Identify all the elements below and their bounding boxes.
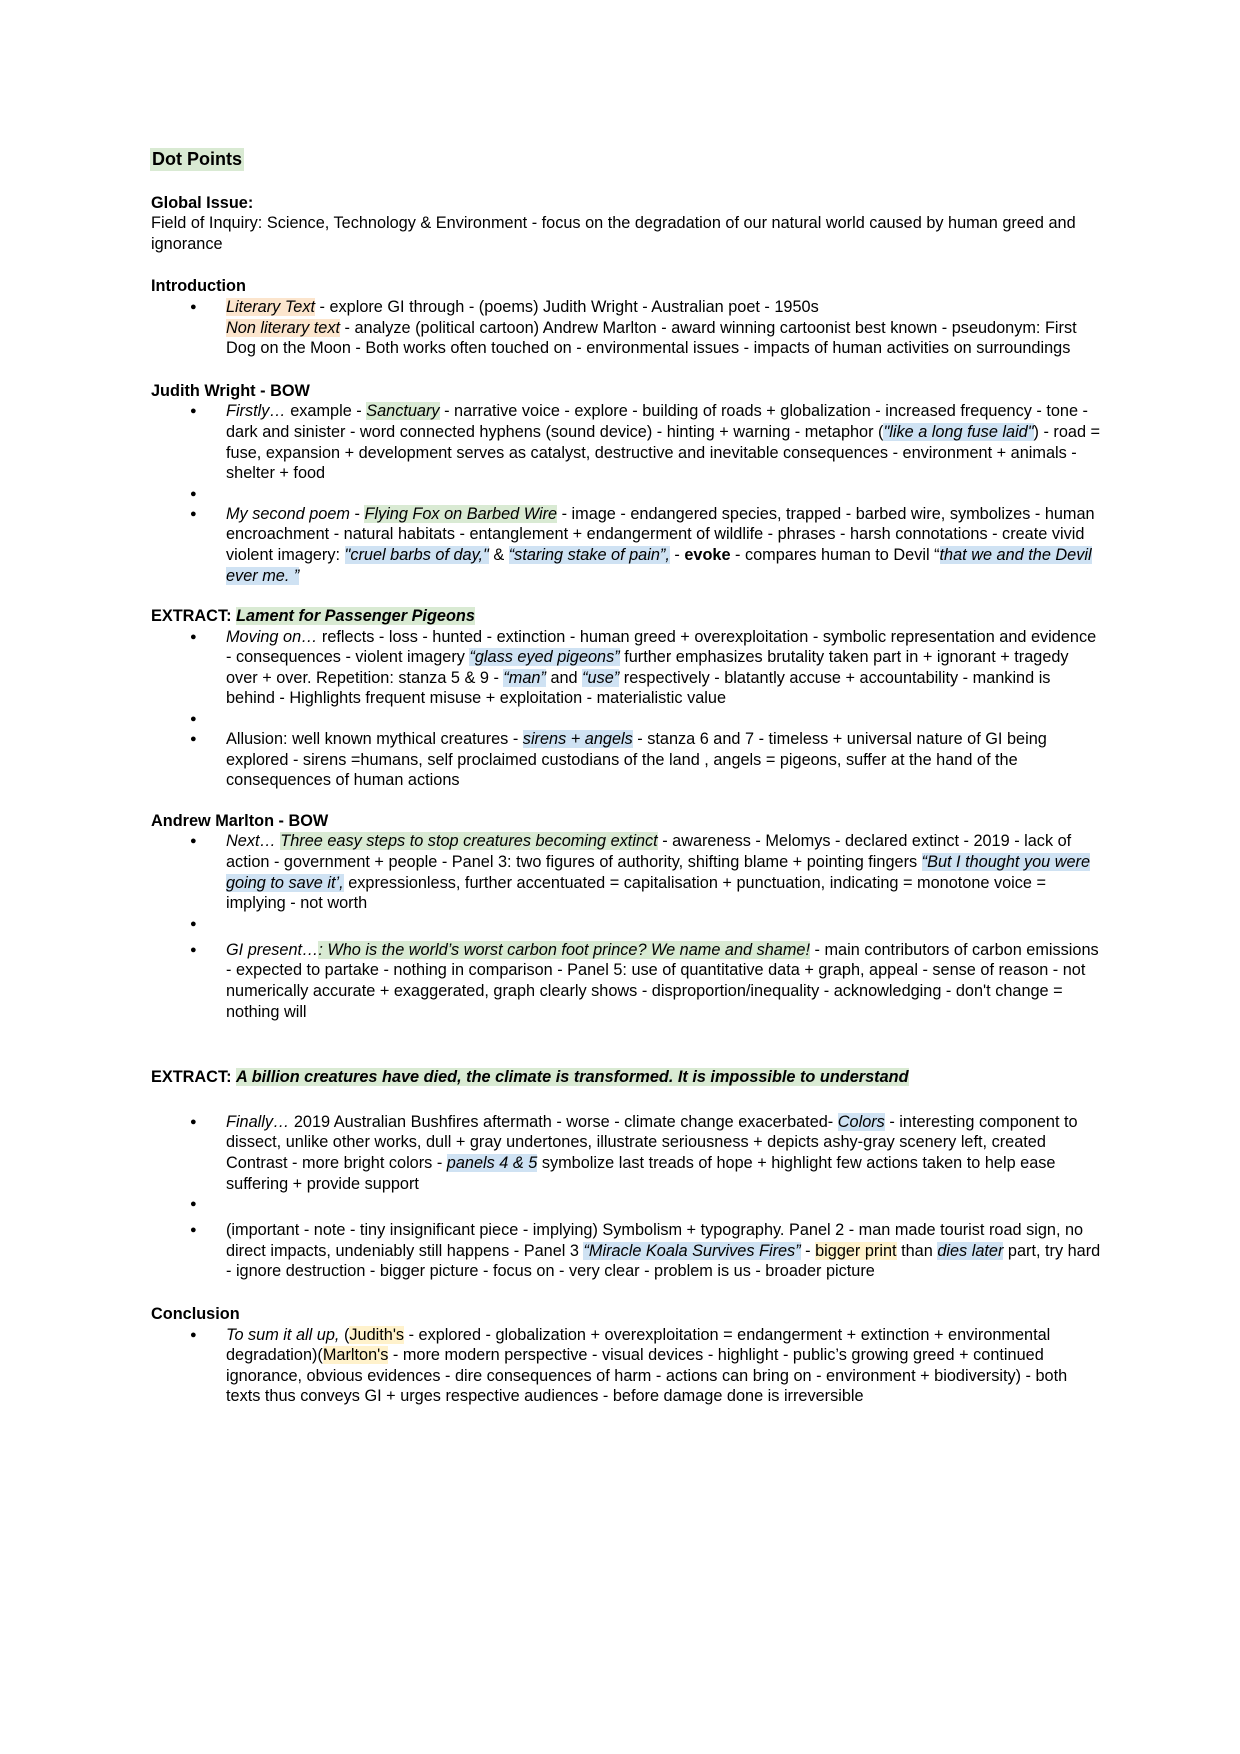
global-issue-text: Field of Inquiry: Science, Technology & Environment - focus on the degradation of our natural world caused by human greed and ignorance: [151, 214, 1076, 253]
text-run: Firstly…: [226, 402, 286, 421]
text-run: further emphasizes brutality taken part in + ignorant + tragedy over + over. Repetition: stanza 5 & 9 -: [226, 648, 1069, 687]
text-run: reflects - loss - hunted - extinction - human greed + overexploitation - symbolic representation and evidence - consequences - violent imagery: [226, 627, 1097, 667]
spacer: [226, 484, 1101, 504]
extract2-heading: [151, 1067, 1101, 1088]
highlight: Marlton's: [322, 1346, 389, 1365]
text-run: - main contributors of carbon emissions - expected to partake - nothing in comparison - Panel 5: use of quantitative data + graph, appeal - sense of reason - not numerically accurate + exaggerated, graph clearly shows - disproportion/inequality - acknowledging - don't change = nothing will: [226, 940, 1099, 1021]
conclusion-section: [151, 1304, 1101, 1407]
extract1-heading: [151, 606, 1101, 627]
introduction-heading: Introduction: [151, 277, 246, 296]
document-page: [151, 148, 1101, 1407]
introduction-section: [151, 276, 1101, 358]
text-run: respectively - blatantly accuse + accountability - mankind is behind - Highlights frequent misuse + exploitation - materialistic value: [226, 668, 1051, 708]
text-run: - interesting component to dissect, unlike other works, dull + gray undertones, illustrate seriousness + depicts ashy-gray scenery left, created Contrast - more bright colors -: [226, 1112, 1078, 1172]
text-run: -: [349, 504, 365, 523]
text-run: &: [488, 545, 509, 564]
cartoon-title: Three easy steps to stop creatures becoming extinct: [280, 832, 658, 851]
highlight: Judith's: [349, 1325, 405, 1344]
text-run: part, try hard - ignore destruction - bigger picture - focus on - very clear - problem is us - broader picture: [226, 1241, 1101, 1281]
list-item: [226, 729, 1101, 791]
wright-heading: Judith Wright - BOW: [151, 381, 310, 400]
extract-label: EXTRACT:: [151, 607, 237, 626]
conclusion-heading: Conclusion: [151, 1304, 240, 1323]
text-run: symbolize last treads of hope + highlight few actions taken to help ease suffering + provide support: [226, 1153, 1056, 1193]
literary-text-label: Literary Text: [226, 297, 315, 316]
quote: “But I thought you were going to save it’,: [226, 853, 1091, 892]
list-item: [226, 401, 1101, 483]
spacer: [226, 914, 1101, 940]
wright-section: [151, 381, 1101, 586]
text-run: - more modern perspective - visual devices - highlight - public’s growing greed + continued ignorance, obvious evidences - dire consequences of harm - actions can bring on - environment + biodiversity) - both texts thus conveys GI + urges respective audiences - before damage done is irreversible: [226, 1346, 1068, 1406]
list-item: [226, 1325, 1101, 1407]
quote: “Miracle Koala Survives Fires”: [583, 1241, 801, 1260]
non-literary-text-label: Non literary text: [226, 318, 341, 337]
list-item: [226, 940, 1101, 1022]
text-run: - awareness - Melomys - declared extinct - 2019 - lack of action - government + people - Panel 3: two figures of authority, shifting blame + pointing fingers: [226, 832, 1072, 872]
page-title: Dot Points: [152, 149, 242, 169]
quote: "like a long fuse laid": [883, 422, 1034, 441]
text-run: (: [339, 1325, 350, 1344]
text-run: Allusion: well known mythical creatures -: [226, 730, 523, 749]
list-item: [226, 831, 1101, 913]
text-run: -: [800, 1241, 816, 1260]
text-run: -: [669, 545, 685, 564]
extract1-section: [151, 606, 1101, 791]
spacer: [226, 709, 1101, 729]
list-item: [226, 297, 1101, 359]
quote: "cruel barbs of day,": [344, 545, 489, 564]
list-item: [226, 1112, 1101, 1194]
text-run: expressionless, further accentuated = capitalisation + punctuation, indicating = monotone voice = implying - not worth: [226, 873, 1047, 913]
cartoon-title: : Who is the world’s worst carbon foot prince? We name and shame!: [318, 940, 811, 959]
quote: “man”: [503, 668, 546, 687]
text-run: - explore GI through - (poems) Judith Wright - Australian poet - 1950s: [314, 297, 819, 316]
spacer: [226, 1194, 1101, 1220]
text-run: - compares human to Devil “: [730, 545, 940, 564]
marlton-heading: Andrew Marlton - BOW: [151, 811, 329, 830]
text-run: To sum it all up,: [226, 1325, 340, 1344]
highlight: panels 4 & 5: [446, 1153, 538, 1172]
marlton-section: [151, 811, 1101, 1022]
text-run: than: [896, 1241, 938, 1260]
list-item: [226, 1220, 1101, 1282]
text-run: Finally…: [226, 1112, 290, 1131]
quote: “glass eyed pigeons”: [469, 648, 620, 667]
text-run: and: [545, 668, 583, 687]
highlight: Colors: [837, 1112, 885, 1131]
extract-title: Lament for Passenger Pigeons: [236, 607, 475, 626]
highlight: bigger print: [815, 1241, 897, 1260]
quote: “staring stake of pain”,: [508, 545, 670, 564]
text-run: example -: [285, 402, 367, 421]
global-issue-heading: Global Issue:: [151, 193, 254, 212]
bold-term: evoke: [684, 545, 731, 564]
text-run: - narrative voice - explore - building of roads + globalization - increased frequency - tone - dark and sinister - word connected hyphens (sound device) - hinting + warning - metaphor (: [226, 402, 1088, 441]
extract-title: A billion creatures have died, the climate is transformed. It is impossible to understand: [236, 1068, 909, 1087]
quote: sirens + angels: [522, 730, 633, 749]
extract-label: EXTRACT:: [151, 1068, 237, 1087]
text-run: 2019 Australian Bushfires aftermath - worse - climate change exacerbated-: [289, 1112, 838, 1131]
text-run: - analyze (political cartoon) Andrew Marlton - award winning cartoonist best known - pseudonym: First Dog on the Moon - Both works often touched on - environmental issues - impacts of human activities on surroundings: [226, 318, 1077, 358]
text-run: (important - note - tiny insignificant piece - implying) Symbolism + typography. Panel 2 - man made tourist road sign, no direct impacts, undeniably still happens - Panel 3: [226, 1221, 1084, 1260]
list-item: [226, 504, 1101, 586]
list-item: [226, 627, 1101, 709]
text-run: Next…: [226, 832, 276, 851]
text-run: - stanza 6 and 7 - timeless + universal nature of GI being explored - sirens =humans, self proclaimed custodians of the land , angels = pigeons, suffer at the hand of the consequences of human actions: [226, 730, 1047, 790]
global-issue-section: [151, 193, 1101, 255]
text-run: - image - endangered species, trapped - barbed wire, symbolizes - human encroachment - natural habitats - entanglement + endangerment of wildlife - phrases - harsh connotations - create vivid violent imagery:: [226, 504, 1095, 564]
poem-title: Flying Fox on Barbed Wire: [364, 504, 558, 523]
text-run: My second poem: [226, 504, 350, 523]
extract2-section: [151, 1067, 1101, 1282]
quote: that we and the Devil ever me. ”: [226, 545, 1092, 585]
text-run: Moving on…: [226, 627, 318, 646]
text-run: GI present…: [226, 940, 319, 959]
poem-title: Sanctuary: [366, 402, 440, 421]
quote: “use”: [582, 668, 620, 687]
text-run: ) - road = fuse, expansion + development serves as catalyst, destructive and inevitable consequences - environment + animals - shelter + food: [226, 422, 1101, 483]
text-run: - explored - globalization + overexploitation = endangerment + extinction + environmental degradation)(: [226, 1325, 1051, 1365]
highlight: dies later: [937, 1241, 1004, 1260]
